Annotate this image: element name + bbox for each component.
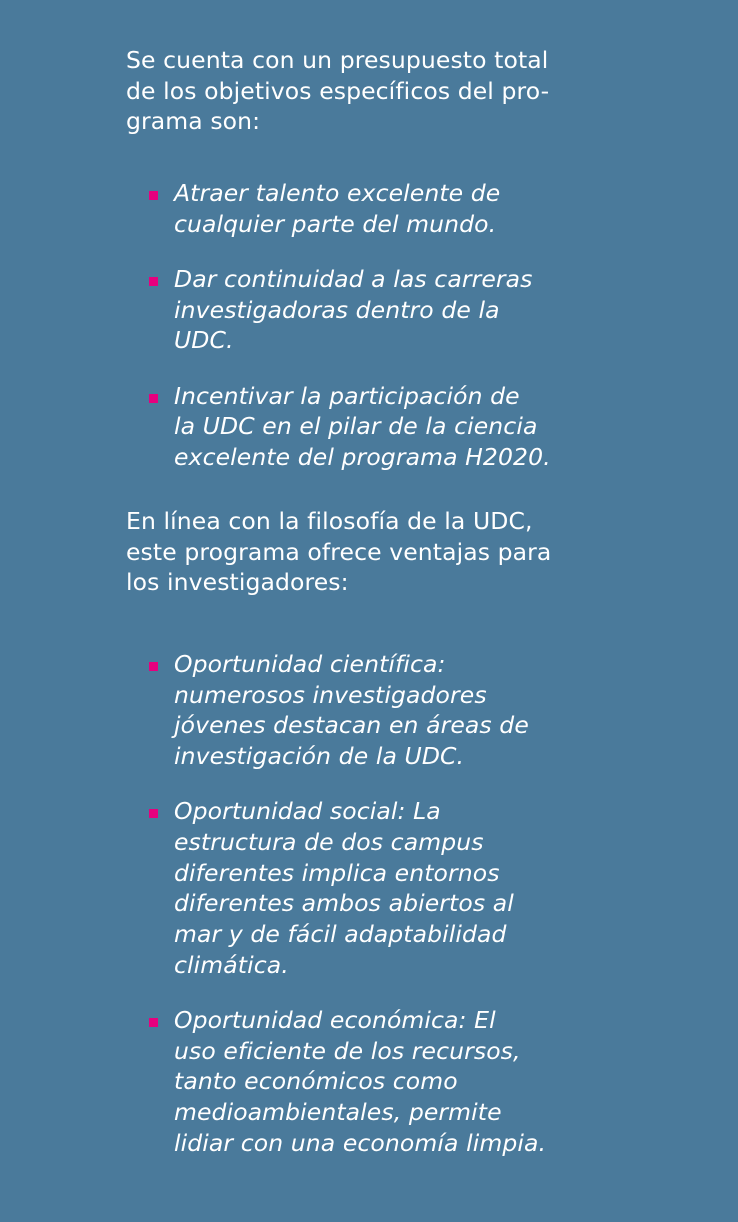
advantage-line: lidiar con una economía limpia.: [174, 1128, 547, 1157]
advantage-line: diferentes ambos abiertos al: [174, 889, 514, 918]
objective-item: [148, 264, 618, 356]
objective-line: investigadoras dentro de la: [174, 295, 500, 324]
bullet-square-icon: [149, 394, 158, 403]
advantage-item: [148, 649, 618, 772]
objective-line: Incentivar la participación de: [174, 381, 520, 410]
intro-line: Se cuenta con un presupuesto total: [126, 46, 549, 74]
bullet-square-icon: [149, 277, 158, 286]
objectives-list: [148, 178, 618, 497]
advantage-line: mar y de fácil adaptabilidad: [174, 920, 507, 949]
advantage-line: Oportunidad económica: El: [174, 1006, 496, 1035]
objective-line: Dar continuidad a las carreras: [174, 264, 533, 293]
bullet-square-icon: [149, 1018, 158, 1027]
advantage-line: climática.: [174, 950, 289, 979]
advantages-list: [148, 649, 618, 1183]
bullet-square-icon: [149, 191, 158, 200]
advantage-line: estructura de dos campus: [174, 828, 484, 857]
advantage-line: investigación de la UDC.: [174, 742, 465, 771]
advantages-intro-line: los investigadores:: [126, 568, 349, 597]
objective-line: Atraer talento excelente de: [174, 179, 501, 207]
advantage-line: numerosos investigadores: [174, 680, 487, 709]
advantage-line: diferentes implica entornos: [174, 858, 500, 887]
objective-line: la UDC en el pilar de la ciencia: [174, 412, 538, 441]
advantage-item: [148, 1005, 618, 1159]
advantage-line: medioambientales, permite: [174, 1098, 502, 1127]
intro-line: de los objetivos específicos del pro-: [126, 76, 550, 105]
advantages-intro-line: este programa ofrece ventajas para: [126, 537, 552, 566]
advantage-line: uso eficiente de los recursos,: [174, 1036, 521, 1065]
bullet-square-icon: [149, 809, 158, 818]
objective-line: cualquier parte del mundo.: [174, 209, 497, 238]
advantages-intro-paragraph: [126, 506, 596, 598]
advantages-intro-line: En línea con la filosofía de la UDC,: [126, 507, 533, 535]
objective-line: UDC.: [174, 326, 234, 355]
advantage-line: Oportunidad social: La: [174, 797, 441, 826]
objective-item: [148, 381, 618, 473]
advantage-line: Oportunidad científica:: [174, 650, 446, 678]
intro-line: grama son:: [126, 107, 261, 136]
advantage-line: tanto económicos como: [174, 1067, 458, 1096]
objective-line: excelente del programa H2020.: [174, 442, 551, 471]
objective-item: [148, 178, 618, 239]
advantage-item: [148, 796, 618, 980]
advantage-line: jóvenes destacan en áreas de: [174, 711, 529, 740]
intro-paragraph: [126, 45, 596, 137]
bullet-square-icon: [149, 662, 158, 671]
